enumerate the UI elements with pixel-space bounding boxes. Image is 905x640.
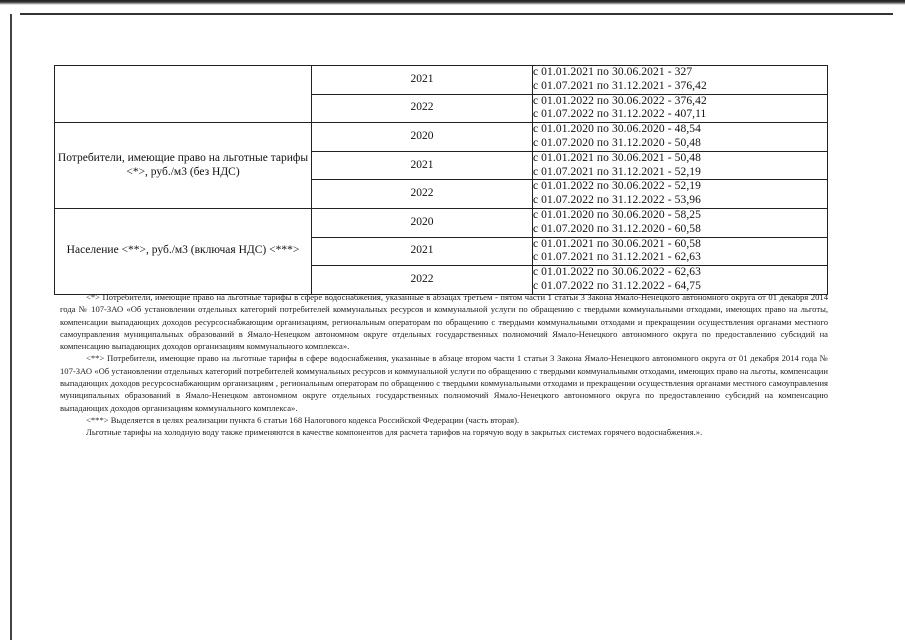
footnote-double-star: <**> Потребители, имеющие право на льготные тарифы в сфере водоснабжения, указанные в абзаце втором части 1 статьи 3 Закона Ямало-Ненецкого автономного округа от 01 декабря 2014 года № 107-ЗАО «Об установлении отдельных категорий потребителей коммунальных ресурсов и коммунальной услуги по обращению с твердыми коммунальными отходами, имеющих право на льготы, компенсации выпадающих доходов ресурсоснабжающим организациям , региональным операторам по обращению с твердыми коммунальными отходами и прекращении осуществления органами местного самоуправления муниципальных образований в Ямало-Ненецком автономном округе отдельных государственных полномочий Ямало-Ненецкого автономного округа по предоставлению субсидий на компенсацию выпадающих доходов организациям коммунального комплекса». (60, 353, 828, 413)
tariff-values-cell (533, 66, 828, 95)
tariff-values-cell (533, 123, 828, 152)
tariff-period-line: с 01.01.2021 по 30.06.2021 - 50,48 (533, 151, 701, 164)
tariff-period-line: с 01.01.2022 по 30.06.2022 - 62,63 (533, 266, 701, 279)
tariff-period-line: с 01.07.2022 по 31.12.2022 - 407,11 (533, 108, 707, 121)
scan-left-edge (10, 14, 12, 640)
tariff-period-line: с 01.07.2022 по 31.12.2022 - 53,96 (533, 194, 701, 207)
tariff-values-cell (533, 151, 828, 180)
tariff-period-line: с 01.07.2020 по 31.12.2020 - 60,58 (533, 222, 701, 235)
year-cell: 2020 (312, 123, 533, 152)
scan-top-edge (0, 0, 905, 18)
tariff-period-line: с 01.01.2022 по 30.06.2022 - 376,42 (533, 94, 707, 107)
table-row (55, 208, 828, 237)
tariff-values-cell (533, 266, 828, 295)
year-cell: 2022 (312, 266, 533, 295)
consumer-category-cell: Население <**>, руб./м3 (включая НДС) <***> (55, 208, 312, 294)
footnote-single-star: <*> Потребители, имеющие право на льготные тарифы в сфере водоснабжения, указанные в абзацах третьем - пятом части 1 статьи 3 Закона Ямало-Ненецкого автономного округа от 01 декабря 2014 года № 107-ЗАО «Об установлении отдельных категорий потребителей коммунальных ресурсов и коммунальной услуги по обращению с твердыми коммунальными отходами, имеющих право на льготы, компенсации выпадающих доходов ресурсоснабжающим организациям, региональным операторам по обращению с твердыми коммунальными отходами и прекращении осуществления органами местного самоуправления муниципальных образований в Ямало-Ненецком автономном округе отдельных государственных полномочий Ямало-Ненецкого автономного округа по предоставлению субсидий на компенсацию выпадающих доходов организациям коммунального комплекса». (60, 292, 828, 352)
year-cell: 2021 (312, 237, 533, 266)
year-cell: 2021 (312, 151, 533, 180)
tariff-period-line: с 01.01.2022 по 30.06.2022 - 52,19 (533, 180, 701, 193)
tariff-table (54, 65, 828, 295)
consumer-category-cell (55, 66, 312, 123)
tariff-period-line: с 01.07.2021 по 31.12.2021 - 376,42 (533, 79, 707, 92)
year-cell: 2020 (312, 208, 533, 237)
tariff-period-line: с 01.07.2020 по 31.12.2020 - 50,48 (533, 136, 701, 149)
table-row (55, 66, 828, 95)
tariff-values-cell (533, 208, 828, 237)
tariff-period-line: с 01.07.2021 по 31.12.2021 - 52,19 (533, 165, 701, 178)
footnotes (60, 291, 828, 439)
tariff-values-cell (533, 237, 828, 266)
footnote-triple-star: <***> Выделяется в целях реализации пункта 6 статьи 168 Налогового кодекса Российской Федерации (часть вторая). (86, 414, 520, 425)
table-row (55, 123, 828, 152)
year-cell: 2022 (312, 94, 533, 123)
tariff-period-line: с 01.07.2022 по 31.12.2022 - 64,75 (533, 279, 701, 292)
year-cell: 2021 (312, 66, 533, 95)
tariff-period-line: с 01.01.2021 по 30.06.2021 - 327 (533, 66, 693, 78)
tariff-period-line: с 01.07.2021 по 31.12.2021 - 62,63 (533, 251, 701, 264)
tariff-values-cell (533, 94, 828, 123)
closing-note: Льготные тарифы на холодную воду также применяются в качестве компонентов для расчета тарифов на горячую воду в закрытых системах горячего водоснабжения.». (86, 427, 703, 438)
year-cell: 2022 (312, 180, 533, 209)
consumer-category-cell: Потребители, имеющие право на льготные тарифы <*>, руб./м3 (без НДС) (55, 123, 312, 209)
tariff-period-line: с 01.01.2020 по 30.06.2020 - 48,54 (533, 123, 701, 136)
tariff-values-cell (533, 180, 828, 209)
tariff-period-line: с 01.01.2021 по 30.06.2021 - 60,58 (533, 237, 701, 250)
tariff-period-line: с 01.01.2020 по 30.06.2020 - 58,25 (533, 208, 701, 221)
